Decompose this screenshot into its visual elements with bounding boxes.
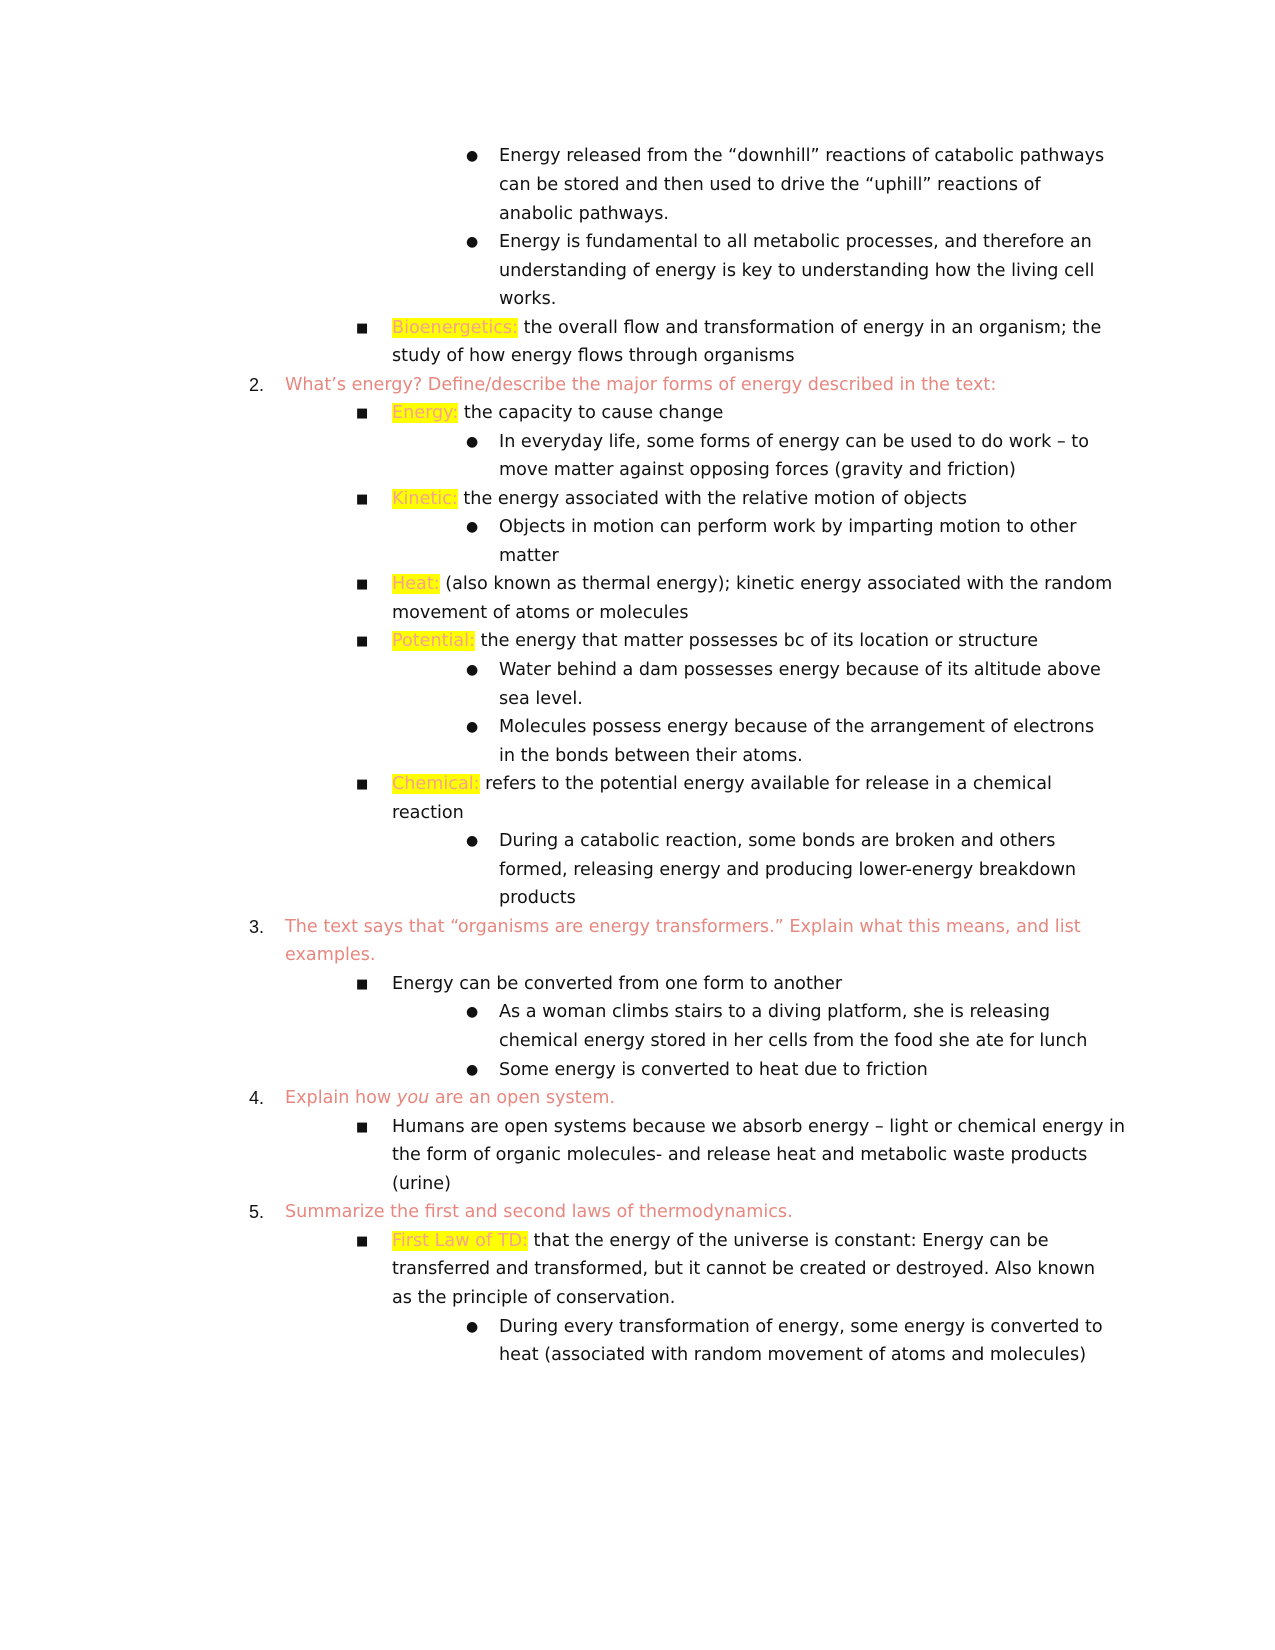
square-bullet: ■	[356, 777, 369, 792]
square-bullet: ■	[356, 492, 369, 507]
text-segment: Water behind a dam possesses energy because of its altitude above	[499, 660, 1101, 680]
question-text: Summarize the first and second laws of thermodynamics.	[285, 1202, 793, 1222]
text-segment: the energy associated with the relative motion of objects	[457, 489, 967, 509]
text-line	[392, 314, 1101, 343]
text-line	[499, 827, 1055, 856]
text-line	[499, 884, 576, 913]
text-line	[392, 770, 1052, 799]
text-line	[392, 1113, 1125, 1142]
square-bullet: ■	[356, 577, 369, 592]
question-text: Explain how	[285, 1088, 397, 1108]
square-bullet: ■	[356, 406, 369, 421]
text-segment: During every transformation of energy, some energy is converted to	[499, 1317, 1103, 1337]
text-segment: works.	[499, 289, 557, 309]
text-line	[285, 1198, 793, 1227]
text-line	[499, 513, 1077, 542]
text-segment: the energy that matter possesses bc of its location or structure	[475, 631, 1039, 651]
text-segment: sea level.	[499, 689, 583, 709]
question-text: The text says that “organisms are energy transformers.” Explain what this means, and list	[285, 917, 1081, 937]
text-segment: Molecules possess energy because of the arrangement of electrons	[499, 717, 1095, 737]
text-segment: formed, releasing energy and producing lower-energy breakdown	[499, 860, 1076, 880]
text-segment: the capacity to cause change	[458, 403, 724, 423]
question-text: you	[396, 1088, 430, 1108]
round-bullet: ●	[466, 833, 479, 849]
text-line	[499, 171, 1041, 200]
round-bullet: ●	[466, 234, 479, 250]
round-bullet: ●	[466, 148, 479, 164]
text-line	[499, 1341, 1086, 1370]
text-segment: Energy is fundamental to all metabolic processes, and therefore an	[499, 232, 1092, 252]
text-segment: that the energy of the universe is constant: Energy can be	[527, 1231, 1049, 1251]
text-line	[499, 1056, 928, 1085]
text-line	[392, 399, 723, 428]
round-bullet: ●	[466, 719, 479, 735]
text-line	[499, 713, 1094, 742]
text-segment: heat (associated with random movement of atoms and molecules)	[499, 1345, 1087, 1365]
highlighted-term: Chemical:	[392, 774, 480, 794]
highlighted-term: First Law of TD:	[392, 1231, 528, 1251]
text-segment: the overall flow and transformation of energy in an organism; the	[518, 318, 1102, 338]
highlighted-term: Kinetic:	[392, 489, 458, 509]
text-line	[285, 371, 996, 400]
text-line	[392, 1255, 1095, 1284]
list-number: 4.	[249, 1088, 265, 1108]
text-line	[499, 1027, 1087, 1056]
text-line	[499, 142, 1104, 171]
round-bullet: ●	[466, 434, 479, 450]
highlighted-term: Heat:	[392, 574, 440, 594]
text-segment: (also known as thermal energy); kinetic energy associated with the random	[439, 574, 1113, 594]
text-line	[499, 285, 556, 314]
text-segment: movement of atoms or molecules	[392, 603, 689, 623]
text-line	[499, 200, 669, 229]
text-segment: refers to the potential energy available for release in a chemical	[479, 774, 1052, 794]
text-segment: the form of organic molecules- and release heat and metabolic waste products	[392, 1145, 1088, 1165]
text-line	[285, 941, 376, 970]
list-number: 5.	[249, 1202, 265, 1222]
text-line	[499, 742, 803, 771]
text-line	[392, 342, 795, 371]
text-segment: Energy released from the “downhill” reactions of catabolic pathways	[499, 146, 1105, 166]
square-bullet: ■	[356, 1120, 369, 1135]
question-text: What’s energy? Define/describe the major forms of energy described in the text:	[285, 375, 997, 395]
text-line	[499, 998, 1050, 1027]
text-segment: chemical energy stored in her cells from the food she ate for lunch	[499, 1031, 1088, 1051]
round-bullet: ●	[466, 662, 479, 678]
question-text: examples.	[285, 945, 376, 965]
round-bullet: ●	[466, 1004, 479, 1020]
text-line	[392, 799, 464, 828]
text-line	[392, 627, 1038, 656]
text-segment: as the principle of conservation.	[392, 1288, 676, 1308]
list-number: 2.	[249, 375, 265, 395]
text-line	[392, 599, 689, 628]
text-segment: Energy can be converted from one form to another	[392, 974, 843, 994]
round-bullet: ●	[466, 1319, 479, 1335]
text-line	[392, 1170, 451, 1199]
text-segment: (urine)	[392, 1174, 451, 1194]
square-bullet: ■	[356, 977, 369, 992]
text-line	[392, 1227, 1049, 1256]
question-text: are an open system.	[429, 1088, 616, 1108]
text-line	[392, 1284, 675, 1313]
text-line	[499, 542, 559, 571]
text-segment: products	[499, 888, 576, 908]
highlighted-term: Potential:	[392, 631, 476, 651]
text-line	[499, 228, 1092, 257]
text-segment: transferred and transformed, but it cannot be created or destroyed. Also known	[392, 1259, 1096, 1279]
text-segment: As a woman climbs stairs to a diving platform, she is releasing	[499, 1002, 1050, 1022]
round-bullet: ●	[466, 519, 479, 535]
text-line	[499, 257, 1094, 286]
highlighted-term: Bioenergetics:	[392, 318, 518, 338]
text-segment: Some energy is converted to heat due to friction	[499, 1060, 928, 1080]
text-segment: can be stored and then used to drive the “uphill” reactions of	[499, 175, 1041, 195]
square-bullet: ■	[356, 1234, 369, 1249]
text-line	[499, 1313, 1103, 1342]
text-line	[285, 913, 1081, 942]
text-segment: understanding of energy is key to understanding how the living cell	[499, 261, 1095, 281]
text-segment: Objects in motion can perform work by imparting motion to other	[499, 517, 1077, 537]
text-line	[285, 1084, 615, 1113]
text-line	[499, 456, 1016, 485]
text-segment: In everyday life, some forms of energy can be used to do work – to	[499, 432, 1089, 452]
round-bullet: ●	[466, 1062, 479, 1078]
text-line	[392, 485, 967, 514]
square-bullet: ■	[356, 634, 369, 649]
text-segment: matter	[499, 546, 559, 566]
text-segment: reaction	[392, 803, 464, 823]
text-segment: in the bonds between their atoms.	[499, 746, 803, 766]
text-line	[499, 685, 583, 714]
text-segment: During a catabolic reaction, some bonds are broken and others	[499, 831, 1056, 851]
text-segment: Humans are open systems because we absorb energy – light or chemical energy in	[392, 1117, 1125, 1137]
text-segment: move matter against opposing forces (gravity and friction)	[499, 460, 1016, 480]
text-line	[499, 856, 1076, 885]
text-line	[392, 970, 842, 999]
list-number: 3.	[249, 917, 265, 937]
text-segment: anabolic pathways.	[499, 204, 670, 224]
text-line	[392, 1141, 1087, 1170]
square-bullet: ■	[356, 321, 369, 336]
text-line	[392, 570, 1112, 599]
text-line	[499, 656, 1101, 685]
text-segment: study of how energy flows through organisms	[392, 346, 795, 366]
text-line	[499, 428, 1089, 457]
highlighted-term: Energy:	[392, 403, 459, 423]
